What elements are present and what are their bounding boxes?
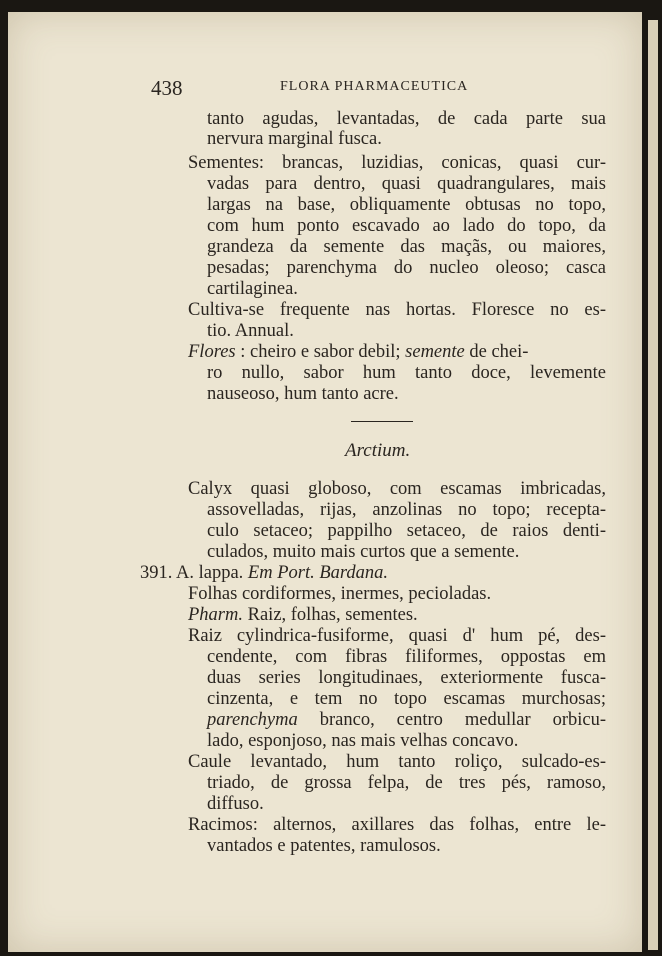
italic-term: Flores [188,342,236,362]
text-line: cartilaginea. [207,279,298,299]
text-line: Sementes: brancas, luzidias, conicas, quasi cur- [188,153,606,173]
section-rule [351,421,413,422]
text-line: com hum ponto escavado ao lado do topo, da [207,216,606,236]
text-line: grandeza da semente das maçãs, ou maiores, [207,237,606,257]
page-number: 438 [151,76,183,100]
text-line: Flores : cheiro e sabor debil; semente de chei- [188,342,529,362]
text-line: Racimos: alternos, axillares das folhas, entre le- [188,815,606,835]
italic-term: parenchyma [207,710,298,730]
text-line: cendente, com fibras filiformes, oppostas em [207,647,606,667]
text-line: nauseoso, hum tanto acre. [207,384,399,404]
text-line: culados, muito mais curtos que a semente. [207,542,520,562]
running-header [8,76,642,100]
text-line: Raiz cylindrica-fusiforme, quasi d' hum pé, des- [188,626,606,646]
text-line: culo setaceo; pappilho setaceo, de raios denti- [207,521,606,541]
text-line: diffuso. [207,794,264,814]
genus-heading: Arctium. [345,440,411,461]
text-line: Calyx quasi globoso, com escamas imbricadas, [188,479,606,499]
text-line: largas na base, obliquamente obtusas no topo, [207,195,606,215]
text-line: Caule levantado, hum tanto roliço, sulcado-es- [188,752,606,772]
text-line: ro nullo, sabor hum tanto doce, levemente [207,363,606,383]
text-line: pesadas; parenchyma do nucleo oleoso; casca [207,258,606,278]
text-line: Cultiva-se frequente nas hortas. Floresce no es- [188,300,606,320]
text-line: lado, esponjoso, nas mais velhas concavo. [207,731,519,751]
species-entry: 391. A. lappa. Em Port. Bardana. [140,563,389,583]
text-line: vadas para dentro, quasi quadrangulares, mais [207,174,606,194]
text-line: nervura marginal fusca. [207,129,382,149]
text-line: Folhas cordiformes, inermes, pecioladas. [188,584,492,604]
text-line: assovelladas, rijas, anzolinas no topo; recepta- [207,500,606,520]
running-title: FLORA PHARMACEUTICA [280,79,469,94]
book-page [8,12,642,952]
italic-term: Pharm. [188,605,243,625]
text-line: duas series longitudinaes, exteriormente fusca- [207,668,606,688]
text-line: Pharm. Raiz, folhas, sementes. [188,605,418,625]
text-line: tanto agudas, levantadas, de cada parte sua [207,109,606,129]
italic-term: semente [405,342,465,362]
italic-term: Em Port. Bardana. [247,563,389,583]
text-line: parenchyma branco, centro medullar orbicu- [207,710,606,730]
text-line: triado, de grossa felpa, de tres pés, ramoso, [207,773,606,793]
page-edge [648,20,658,950]
text-line: cinzenta, e tem no topo escamas murchosas; [207,689,606,709]
text-line: tio. Annual. [207,321,294,341]
text-line: vantados e patentes, ramulosos. [207,836,441,856]
species-number: 391. [140,563,173,583]
